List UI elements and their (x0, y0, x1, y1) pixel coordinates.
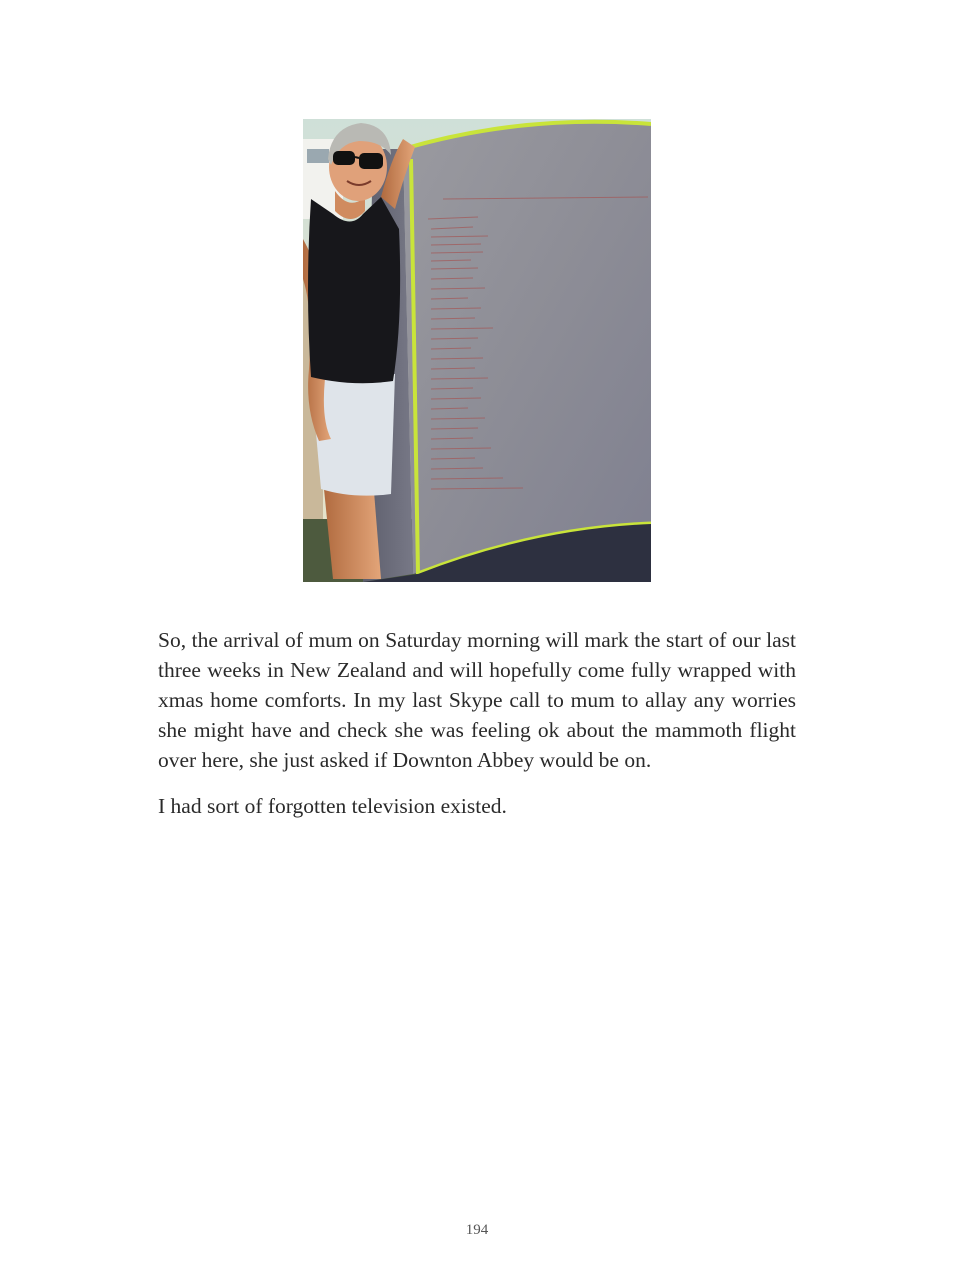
page-number: 194 (465, 1222, 489, 1238)
body-text (158, 625, 796, 837)
paragraph: I had sort of forgotten television existed. (158, 794, 507, 818)
paragraph: So, the arrival of mum on Saturday morning will mark the start of our last three weeks in New Zealand and will hopefully come fully wrapped with xmas home comforts. In my last Skype call to mum to allay any worries she might have and check she was feeling ok about the mammoth flight over here, she just asked if Downton Abbey would be on. (158, 628, 796, 772)
photo (303, 119, 651, 582)
